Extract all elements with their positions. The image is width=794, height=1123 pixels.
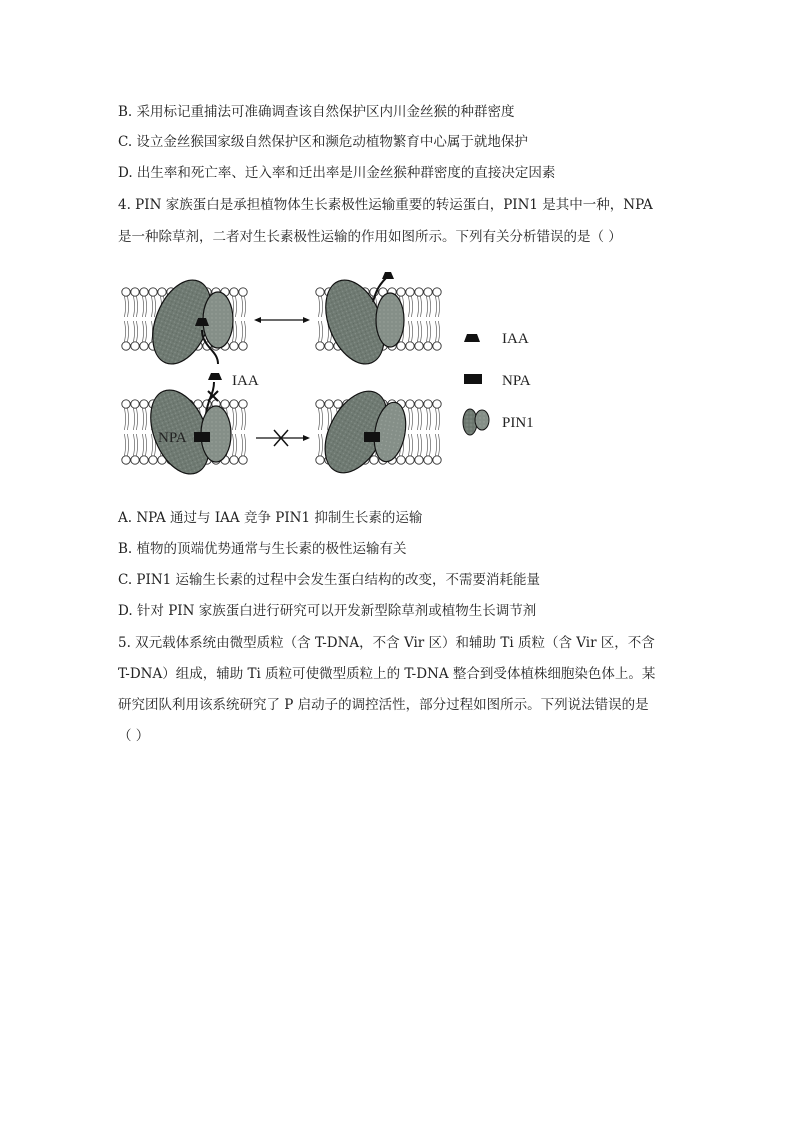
label-npa-left: NPA xyxy=(158,430,187,446)
iaa-released-icon xyxy=(382,272,394,279)
legend-iaa-icon xyxy=(464,334,480,342)
figure-legend xyxy=(463,331,534,435)
pin1-transport-figure xyxy=(118,272,558,482)
panel-bottom-left xyxy=(139,381,231,482)
blocked-arrow xyxy=(256,430,310,446)
reversible-arrow xyxy=(254,317,310,323)
legend-iaa-label: IAA xyxy=(502,331,529,347)
npa-bound-icon-2 xyxy=(364,432,380,442)
option-b: B. 植物的顶端优势通常与生长素的极性运输有关 xyxy=(118,541,407,557)
option-b-prev: B. 采用标记重捕法可准确调查该自然保护区内川金丝猴的种群密度 xyxy=(118,104,515,120)
legend-pin1-icon xyxy=(475,410,489,430)
panel-bottom-right xyxy=(312,381,410,482)
panel-top-left xyxy=(141,272,233,373)
option-c: C. PIN1 运输生长素的过程中会发生蛋白结构的改变，不需要消耗能量 xyxy=(118,572,541,588)
question-5-stem-2: T-DNA）组成，辅助 Ti 质粒可使微型质粒上的 T-DNA 整合到受体植株细胞染色体上。某 xyxy=(118,666,656,682)
panel-top-right xyxy=(314,272,404,373)
question-4-stem-1: 4. PIN 家族蛋白是承担植物体生长素极性运输重要的转运蛋白，PIN1 是其中一种，NPA xyxy=(118,197,653,213)
legend-npa-label: NPA xyxy=(502,373,531,389)
npa-bound-icon xyxy=(194,432,210,442)
option-d: D. 针对 PIN 家族蛋白进行研究可以开发新型除草剂或植物生长调节剂 xyxy=(118,603,537,619)
label-iaa-mid: IAA xyxy=(232,373,259,389)
question-5-stem-1: 5. 双元载体系统由微型质粒（含 T-DNA，不含 Vir 区）和辅助 Ti 质粒（含 Vir 区，不含 xyxy=(118,635,655,651)
question-5-stem-3: 研究团队利用该系统研究了 P 启动子的调控活性，部分过程如图所示。下列说法错误的是 xyxy=(118,697,649,713)
question-4-stem-2: 是一种除草剂，二者对生长素极性运输的作用如图所示。下列有关分析错误的是（ ） xyxy=(118,229,622,245)
legend-npa-icon xyxy=(464,374,482,384)
option-c-prev: C. 设立金丝猴国家级自然保护区和濒危动植物繁育中心属于就地保护 xyxy=(118,134,528,150)
legend-pin1-label: PIN1 xyxy=(502,415,534,431)
option-a: A. NPA 通过与 IAA 竞争 PIN1 抑制生长素的运输 xyxy=(118,510,423,526)
question-5-paren: （ ） xyxy=(118,728,150,744)
option-d-prev: D. 出生率和死亡率、迁入率和迁出率是川金丝猴种群密度的直接决定因素 xyxy=(118,165,556,181)
iaa-icon-mid xyxy=(208,373,222,380)
